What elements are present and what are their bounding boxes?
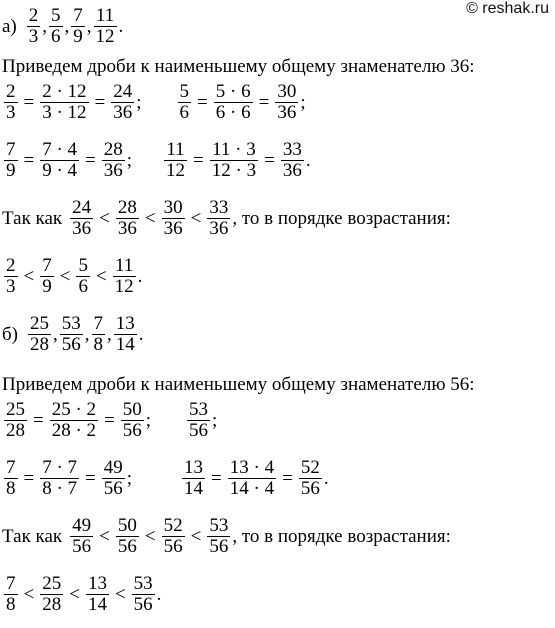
part-b-equations-row-1: $\frac{25}{28}$ = $\frac{25 \cdot 2}{28 \cdot 2}$ = $\frac{50}{56}$ ; $\frac{53}{56}$ ; xyxy=(6,399,218,441)
part-a-equations-row-2: $\frac{7}{9}$ = $\frac{7 \cdot 4}{9 \cdot 4}$ = $\frac{28}{36}$ ; $\frac{11}{12}$ = $\frac{11 \cdot 3}{12 \cdot 3}$ = $\frac{33}{36}$ . xyxy=(6,139,311,181)
fraction: $\frac{52}{56}$ xyxy=(300,457,320,499)
fraction: $\frac{7}{9}$ xyxy=(42,255,52,297)
fraction: $\frac{33}{36}$ xyxy=(209,197,229,239)
part-b-comparison: Так как $\frac{49}{56}$ < $\frac{50}{56}$ < $\frac{52}{56}$ < $\frac{53}{56}$ , то в порядке возрастания: xyxy=(2,515,451,557)
part-a-comparison: Так как $\frac{24}{36}$ < $\frac{28}{36}$ < $\frac{30}{36}$ < $\frac{33}{36}$ , то в порядке возрастания: xyxy=(2,197,451,239)
fraction: $\frac{28}{36}$ xyxy=(103,139,123,181)
fraction: $\frac{24}{36}$ xyxy=(72,197,92,239)
fraction: $\frac{7}{8}$ xyxy=(6,457,16,499)
fraction: $\frac{52}{56}$ xyxy=(163,515,183,557)
part-b-result: $\frac{7}{8}$ < $\frac{25}{28}$ < $\frac{13}{14}$ < $\frac{53}{56}$ . xyxy=(6,573,162,615)
fraction: $\frac{7 \cdot 4}{9 \cdot 4}$ xyxy=(42,139,78,181)
fraction: $\frac{7}{8}$ xyxy=(6,573,16,615)
fraction: $\frac{2}{3}$ xyxy=(28,5,39,47)
fraction: $\frac{5 \cdot 6}{6 \cdot 6}$ xyxy=(215,81,251,123)
fraction: $\frac{53}{56}$ xyxy=(133,573,153,615)
part-b-equations-row-2: $\frac{7}{8}$ = $\frac{7 \cdot 7}{8 \cdot 7}$ = $\frac{49}{56}$ ; $\frac{13}{14}$ = $\frac{13 \cdot 4}{14 \cdot 4}$ = $\frac{52}{56}$ . xyxy=(6,457,329,499)
fraction: $\frac{25}{28}$ xyxy=(42,573,62,615)
fraction: $\frac{13}{14}$ xyxy=(87,573,107,615)
fraction: $\frac{2 \cdot 12}{3 \cdot 12}$ xyxy=(42,81,87,123)
part-a-result: $\frac{2}{3}$ < $\frac{7}{9}$ < $\frac{5}{6}$ < $\frac{11}{12}$ . xyxy=(6,255,143,297)
part-a-label: а) xyxy=(2,15,17,37)
part-b-intro: Приведем дроби к наименьшему общему знаменателю 56: xyxy=(2,374,475,395)
fraction: $\frac{7 \cdot 7}{8 \cdot 7}$ xyxy=(42,457,78,499)
fraction: $\frac{13}{14}$ xyxy=(184,457,204,499)
fraction: $\frac{50}{56}$ xyxy=(122,399,142,441)
fraction: $\frac{2}{3}$ xyxy=(6,255,16,297)
fraction: $\frac{11}{12}$ xyxy=(95,5,115,47)
fraction: $\frac{53}{56}$ xyxy=(61,313,81,355)
fraction: $\frac{25}{28}$ xyxy=(30,313,49,355)
fraction: $\frac{7}{8}$ xyxy=(93,313,103,355)
fraction: $\frac{33}{36}$ xyxy=(282,139,302,181)
part-a-equations-row-1: $\frac{2}{3}$ = $\frac{2 \cdot 12}{3 \cdot 12}$ = $\frac{24}{36}$ ; $\frac{5}{6}$ = $\frac{5 \cdot 6}{6 \cdot 6}$ = $\frac{30}{36}$ ; xyxy=(6,81,306,123)
part-a-header: а) $\frac{2}{3}$ , $\frac{5}{6}$ , $\frac{7}{9}$ , $\frac{11}{12}$ . xyxy=(2,5,124,47)
fraction: $\frac{11}{12}$ xyxy=(114,255,134,297)
fraction: $\frac{2}{3}$ xyxy=(6,81,16,123)
fraction: $\frac{53}{56}$ xyxy=(189,399,209,441)
fraction: $\frac{5}{6}$ xyxy=(51,5,61,47)
fraction: $\frac{7}{9}$ xyxy=(6,139,16,181)
fraction: $\frac{5}{6}$ xyxy=(179,81,190,123)
fraction: $\frac{30}{36}$ xyxy=(277,81,297,123)
fraction: $\frac{49}{56}$ xyxy=(103,457,123,499)
part-b-label: б) xyxy=(2,323,18,345)
fraction: $\frac{49}{56}$ xyxy=(72,515,92,557)
fraction: $\frac{13}{14}$ xyxy=(115,313,135,355)
fraction: $\frac{11}{12}$ xyxy=(166,139,186,181)
fraction: $\frac{7}{9}$ xyxy=(73,5,83,47)
fraction: $\frac{53}{56}$ xyxy=(209,515,229,557)
fraction: $\frac{50}{56}$ xyxy=(117,515,137,557)
fraction: $\frac{25}{28}$ xyxy=(6,399,25,441)
part-b-header: б) $\frac{25}{28}$ , $\frac{53}{56}$ , $\frac{7}{8}$ , $\frac{13}{14}$ . xyxy=(2,313,144,355)
fraction: $\frac{13 \cdot 4}{14 \cdot 4}$ xyxy=(229,457,275,499)
fraction: $\frac{28}{36}$ xyxy=(117,197,137,239)
fraction: $\frac{11 \cdot 3}{12 \cdot 3}$ xyxy=(211,139,257,181)
part-a-intro: Приведем дроби к наименьшему общему знаменателю 36: xyxy=(2,56,475,77)
fraction: $\frac{25 \cdot 2}{28 \cdot 2}$ xyxy=(51,399,97,441)
fraction: $\frac{30}{36}$ xyxy=(163,197,183,239)
fraction: $\frac{24}{36}$ xyxy=(113,81,133,123)
watermark: © reshak.ru xyxy=(466,0,549,17)
fraction: $\frac{5}{6}$ xyxy=(78,255,88,297)
